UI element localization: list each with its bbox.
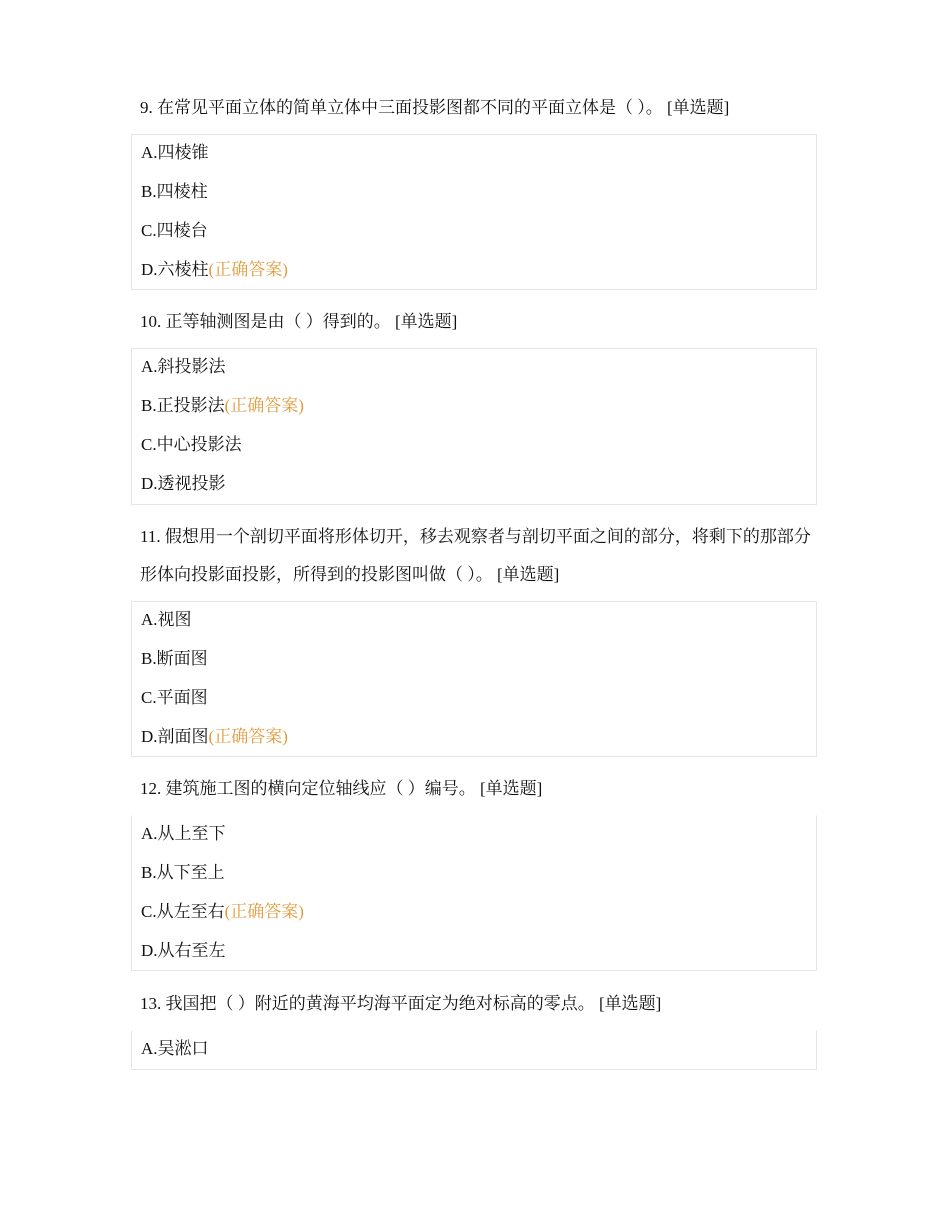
question-type: [单选题] [395,312,458,331]
option-b[interactable] [141,180,208,204]
option-a[interactable] [141,1037,209,1061]
option-label: C.从左至右 [141,902,225,921]
option-d[interactable] [141,472,226,496]
option-c[interactable] [141,686,208,710]
options-box-9 [131,134,817,290]
option-label: B.断面图 [141,649,208,668]
correct-answer-mark: (正确答案) [224,902,304,921]
option-b[interactable] [141,394,304,418]
question-type: [单选题] [667,98,730,117]
option-label: C.四棱台 [141,221,208,240]
option-label: D.六棱柱 [141,260,209,279]
question-text: 在常见平面立体的简单立体中三面投影图都不同的平面立体是（ ）。 [157,98,663,117]
question-12 [140,770,820,808]
option-b[interactable] [141,861,225,885]
question-type: [单选题] [480,779,543,798]
option-c[interactable] [141,900,304,924]
question-9 [140,89,820,127]
option-label: A.四棱锥 [141,143,209,162]
question-text: 正等轴测图是由（ ）得到的。 [165,312,391,331]
option-a[interactable] [141,822,226,846]
option-a[interactable] [141,355,226,379]
correct-answer-mark: (正确答案) [208,727,288,746]
option-label: A.从上至下 [141,824,226,843]
question-11 [140,518,820,594]
option-d[interactable] [141,939,226,963]
question-text: 我国把（ ）附近的黄海平均海平面定为绝对标高的零点。 [165,994,595,1013]
question-13 [140,985,820,1023]
option-label: D.剖面图 [141,727,209,746]
option-label: B.从下至上 [141,863,225,882]
option-b[interactable] [141,647,208,671]
option-c[interactable] [141,433,242,457]
question-number: 12. [140,779,162,798]
question-text: 建筑施工图的横向定位轴线应（ ）编号。 [165,779,476,798]
option-label: A.视图 [141,610,192,629]
question-text: 假想用一个剖切平面将形体切开，移去观察者与剖切平面之间的部分，将剩下的那部分形体向投影面投影，所得到的投影图叫做（ ）。 [140,527,811,584]
option-label: A.吴淞口 [141,1039,209,1058]
question-10 [140,303,820,341]
question-number: 13. [140,994,162,1013]
option-label: B.四棱柱 [141,182,208,201]
options-box-10 [131,348,817,505]
correct-answer-mark: (正确答案) [224,396,304,415]
question-number: 11. [140,527,161,546]
options-box-13 [131,1030,817,1070]
question-number: 9. [140,98,153,117]
question-type: [单选题] [599,994,662,1013]
option-label: D.透视投影 [141,474,226,493]
option-c[interactable] [141,219,208,243]
option-label: A.斜投影法 [141,357,226,376]
option-d[interactable] [141,725,288,749]
options-box-11 [131,601,817,757]
options-box-12 [131,815,817,971]
question-number: 10. [140,312,162,331]
question-type: [单选题] [497,565,560,584]
option-a[interactable] [141,141,209,165]
option-label: B.正投影法 [141,396,225,415]
option-a[interactable] [141,608,192,632]
option-label: D.从右至左 [141,941,226,960]
option-label: C.平面图 [141,688,208,707]
option-label: C.中心投影法 [141,435,242,454]
option-d[interactable] [141,258,288,282]
correct-answer-mark: (正确答案) [208,260,288,279]
